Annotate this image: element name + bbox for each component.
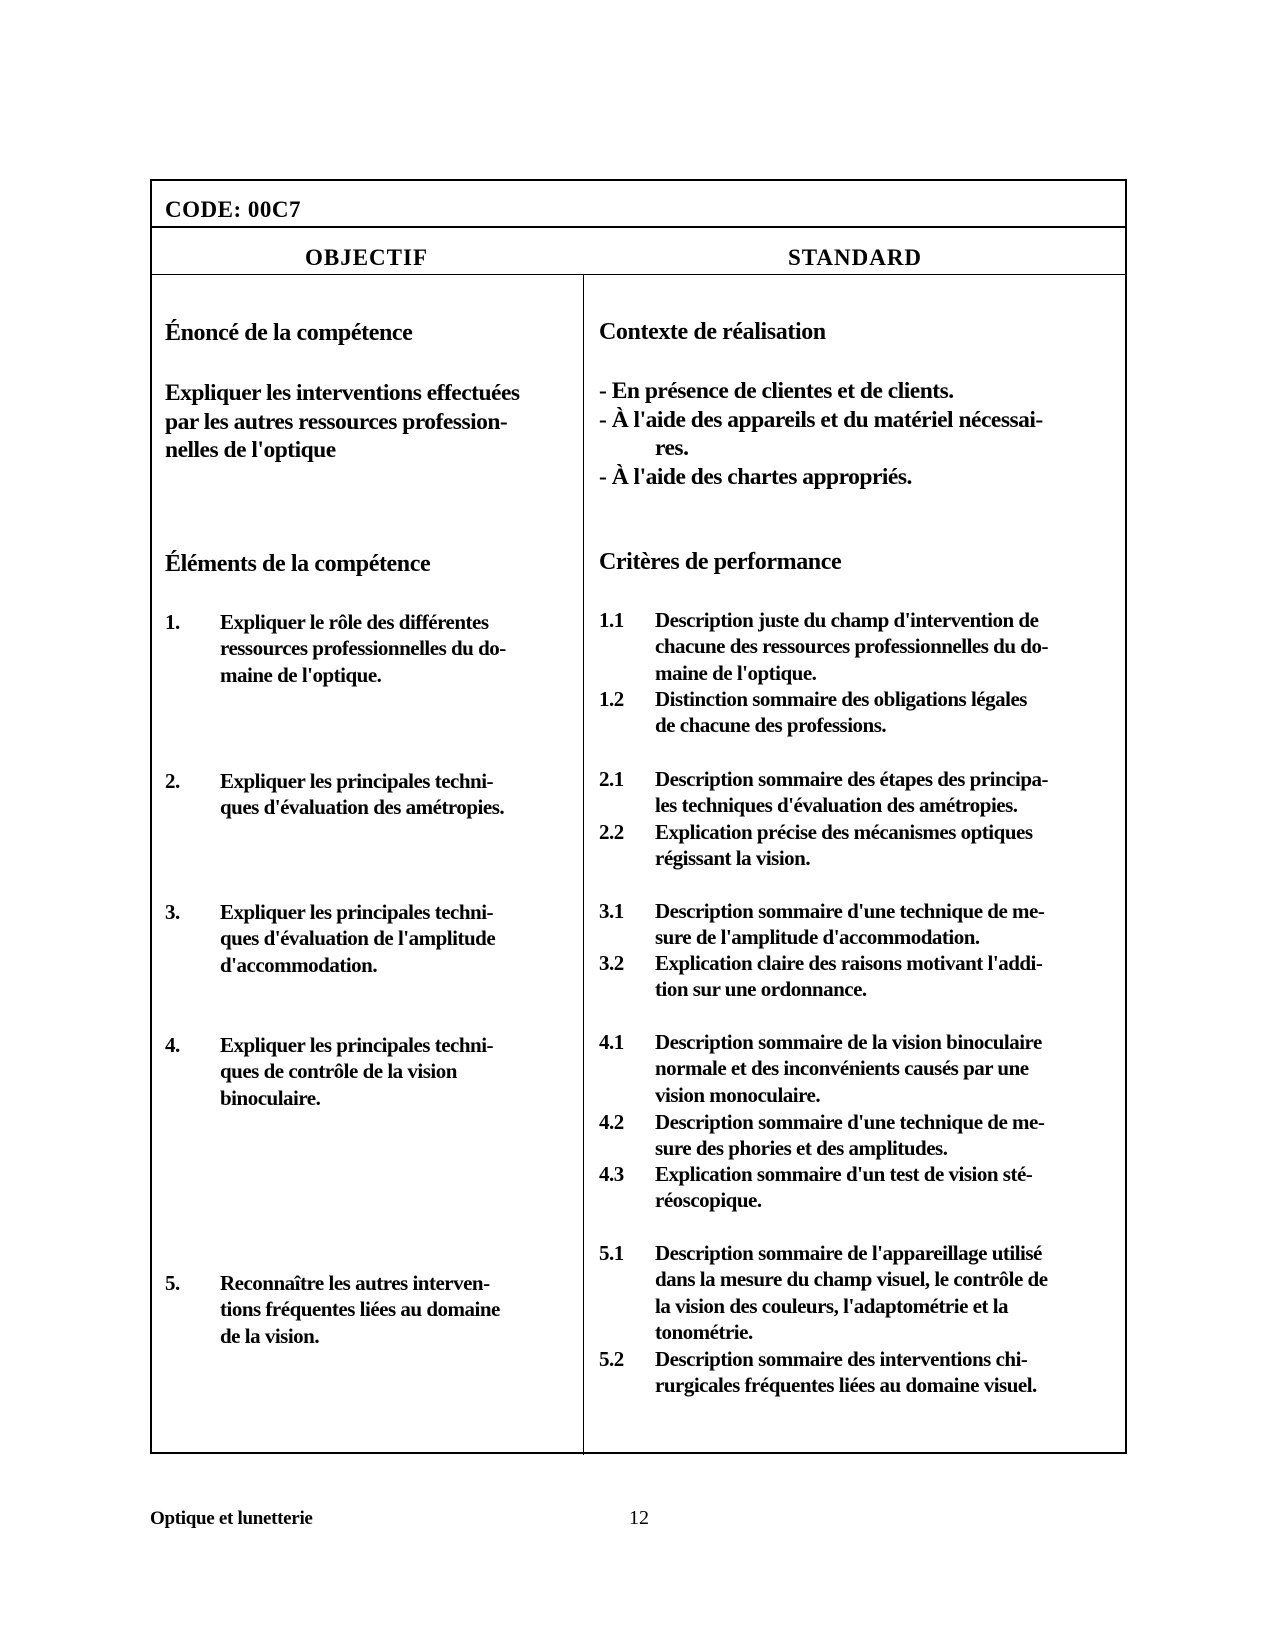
enonce-title: Énoncé de la compétence [165,320,413,346]
critere-number: 2.2 [599,820,624,844]
critere-text [655,1346,1037,1399]
element-text [220,899,495,978]
critere-text [655,1029,1042,1108]
critere-number: 5.1 [599,1241,624,1265]
contexte-list [599,377,1043,491]
critere-number: 1.1 [599,608,624,632]
element-text [220,609,506,688]
column-divider [583,275,584,1455]
criteres-title: Critères de performance [599,549,842,575]
text-line: ressources professionnelles du do- [220,636,506,661]
text-line: Expliquer les principales techni- [220,1033,494,1057]
header-objectif: OBJECTIF [304,245,429,270]
critere-text [655,1240,1048,1346]
critere-number: 4.3 [599,1162,624,1186]
elements-title: Éléments de la compétence [165,551,431,577]
text-line: Expliquer le rôle des différentes [220,610,489,634]
critere-text [655,686,1027,739]
text-line: les techniques d'évaluation des amétropies. [655,793,1018,818]
text-line: ques de contrôle de la vision [220,1059,457,1084]
text-line: tions fréquentes liées au domaine [220,1297,500,1322]
context-item: - En présence de clientes et de clients. [599,378,954,404]
text-line: Description sommaire des interventions chi- [655,1347,1028,1371]
text-line: Explication claire des raisons motivant l'addi- [655,951,1043,975]
text-line: binoculaire. [220,1085,321,1110]
critere-text [655,766,1048,819]
header-divider [150,274,1127,275]
critere-text [655,950,1042,1003]
text-line: Description juste du champ d'intervention de [655,608,1039,632]
text-line: réoscopique. [655,1188,762,1213]
text-line: Description sommaire des étapes des principa- [655,767,1048,791]
element-number: 3. [165,900,180,924]
critere-number: 4.1 [599,1030,624,1054]
context-item-continuation: res. [655,435,689,461]
element-text [220,1032,493,1111]
element-number: 4. [165,1033,180,1057]
critere-number: 5.2 [599,1347,624,1371]
critere-text [655,819,1033,872]
text-line: ques d'évaluation des amétropies. [220,795,505,820]
text-line: vision monoculaire. [655,1082,821,1107]
text-line: de chacune des professions. [655,713,887,738]
text-line: de la vision. [220,1323,320,1348]
critere-number: 2.1 [599,767,624,791]
text-line: la vision des couleurs, l'adaptométrie et la [655,1293,1009,1318]
text-line: dans la mesure du champ visuel, le contrôle de [655,1267,1048,1292]
text-line: tion sur une ordonnance. [655,977,867,1002]
text-line: par les autres ressources profession- [165,408,508,435]
footer-title: Optique et lunetterie [150,1508,313,1529]
contexte-title: Contexte de réalisation [599,319,826,345]
critere-text [655,1109,1044,1162]
text-line: sure de l'amplitude d'accommodation. [655,925,980,950]
text-line: Description sommaire de la vision binoculaire [655,1030,1042,1054]
text-line: Explication précise des mécanismes optiques [655,820,1033,844]
text-line: chacune des ressources professionnelles du do- [655,634,1048,659]
text-line: sure des phories et des amplitudes. [655,1136,948,1161]
critere-number: 3.1 [599,899,624,923]
text-line: régissant la vision. [655,846,811,871]
text-line: normale et des inconvénients causés par une [655,1056,1029,1081]
text-line: nelles de l'optique [165,437,336,463]
text-line: Description sommaire de l'appareillage utilisé [655,1241,1042,1265]
enonce-text [165,379,520,465]
context-item: - À l'aide des appareils et du matériel nécessai- [599,406,1043,433]
element-text [220,768,504,821]
text-line: Description sommaire d'une technique de me- [655,899,1045,923]
critere-number: 1.2 [599,687,624,711]
text-line: tonométrie. [655,1320,753,1345]
text-line: maine de l'optique. [220,662,382,687]
critere-text [655,898,1044,951]
critere-number: 4.2 [599,1110,624,1134]
text-line: rurgicales fréquentes liées au domaine visuel. [655,1373,1037,1398]
element-number: 5. [165,1271,180,1295]
critere-number: 3.2 [599,951,624,975]
text-line: Description sommaire d'une technique de me- [655,1110,1045,1134]
element-number: 2. [165,769,180,793]
text-line: Distinction sommaire des obligations légales [655,687,1027,711]
code-label: CODE: 00C7 [165,197,301,222]
context-item: - À l'aide des chartes appropriés. [599,463,912,490]
text-line: maine de l'optique. [655,660,817,685]
critere-text [655,1161,1032,1214]
header-standard: STANDARD [787,245,923,270]
text-line: Explication sommaire d'un test de vision sté- [655,1162,1033,1186]
element-text [220,1270,500,1349]
text-line: Expliquer les principales techni- [220,900,494,924]
text-line: Reconnaître les autres interven- [220,1271,490,1295]
element-number: 1. [165,610,180,634]
text-line: ques d'évaluation de l'amplitude [220,926,496,951]
text-line: Expliquer les interventions effectuées [165,380,520,406]
text-line: Expliquer les principales techni- [220,769,494,793]
code-divider [150,226,1127,228]
critere-text [655,607,1048,686]
page-number: 12 [629,1507,649,1529]
text-line: d'accommodation. [220,952,378,977]
